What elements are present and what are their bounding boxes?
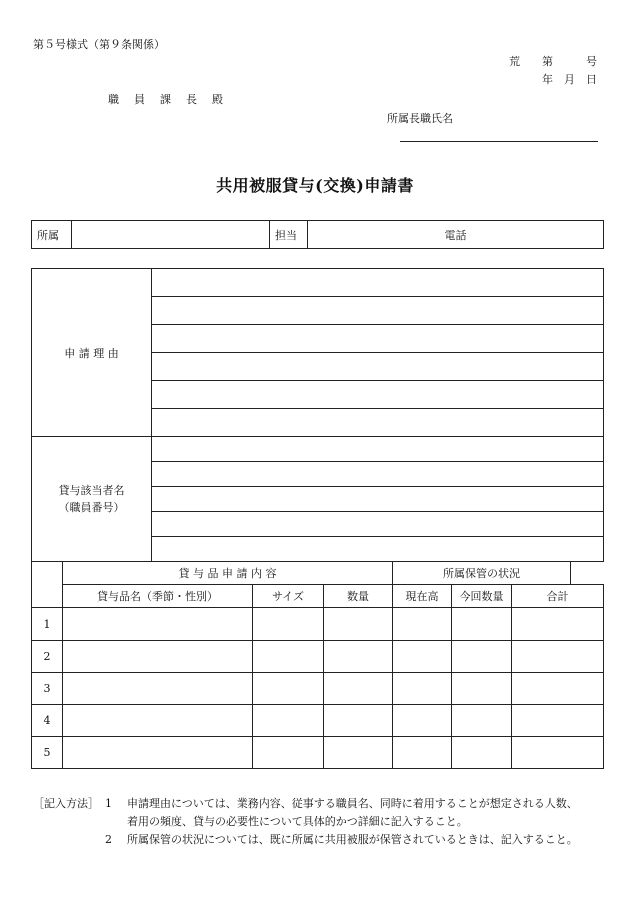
table-row [32, 641, 604, 673]
borrower-line[interactable] [152, 512, 604, 537]
item-name-cell[interactable] [63, 641, 253, 673]
instructions [33, 795, 578, 849]
borrower-line[interactable] [152, 487, 604, 512]
total-cell[interactable] [512, 608, 604, 641]
column-header: 数量 [324, 585, 393, 608]
dept-label: 所属 [32, 221, 72, 249]
borrower-line[interactable] [152, 437, 604, 462]
total-cell[interactable] [512, 737, 604, 769]
reason-line[interactable] [152, 381, 604, 409]
row-number-header [32, 562, 63, 608]
table-row [32, 737, 604, 769]
instructions-label: ［記入方法］ [33, 797, 99, 810]
total-cell[interactable] [512, 705, 604, 737]
current-stock-cell[interactable] [393, 608, 452, 641]
document-number: 荒 第 号 [509, 55, 597, 68]
column-header: 合計 [512, 585, 604, 608]
borrower-label-number: （職員番号） [58, 501, 125, 514]
note-text: 所属保管の状況については、既に所属に共用被服が保管されているときは、記入すること。 [127, 833, 578, 846]
quantity-cell[interactable] [324, 641, 393, 673]
current-stock-cell[interactable] [393, 737, 452, 769]
borrower-line[interactable] [152, 462, 604, 487]
borrower-line[interactable] [152, 537, 604, 562]
column-header: 今回数量 [452, 585, 512, 608]
row-number: 5 [32, 737, 63, 769]
this-time-cell[interactable] [452, 705, 512, 737]
phone-field[interactable] [308, 221, 604, 249]
note-text: 着用の頻度、貸与の必要性について具体的かつ詳細に記入すること。 [127, 815, 468, 828]
stock-group-header: 所属保管の状況 [393, 562, 571, 585]
current-stock-cell[interactable] [393, 705, 452, 737]
reason-line[interactable] [152, 269, 604, 297]
charge-label: 担当 [270, 221, 308, 249]
current-stock-cell[interactable] [393, 641, 452, 673]
column-header: 現在高 [393, 585, 452, 608]
phone-label: 電話 [444, 228, 467, 242]
signature-line[interactable] [400, 141, 598, 142]
addressee: 職 員 課 長 殿 [108, 93, 225, 106]
quantity-cell[interactable] [324, 608, 393, 641]
item-name-cell[interactable] [63, 737, 253, 769]
head-name-label: 所属長職氏名 [387, 112, 453, 125]
this-time-cell[interactable] [452, 608, 512, 641]
borrower-label [32, 437, 152, 562]
row-number: 1 [32, 608, 63, 641]
reason-line[interactable] [152, 353, 604, 381]
request-group-header: 貸 与 品 申 請 内 容 [63, 562, 393, 585]
item-name-cell[interactable] [63, 673, 253, 705]
table-row [32, 705, 604, 737]
column-header: サイズ [253, 585, 324, 608]
table-row [32, 608, 604, 641]
reason-line[interactable] [152, 297, 604, 325]
total-cell[interactable] [512, 641, 604, 673]
row-number: 2 [32, 641, 63, 673]
total-cell[interactable] [512, 673, 604, 705]
this-time-cell[interactable] [452, 641, 512, 673]
size-cell[interactable] [253, 737, 324, 769]
size-cell[interactable] [253, 608, 324, 641]
reason-label: 申 請 理 由 [32, 269, 152, 437]
note-number: 2 [105, 833, 112, 846]
note-text: 申請理由については、業務内容、従事する職員名、同時に着用することが想定される人数、 [127, 797, 578, 810]
size-cell[interactable] [253, 641, 324, 673]
quantity-cell[interactable] [324, 737, 393, 769]
dept-field[interactable] [72, 221, 270, 249]
current-stock-cell[interactable] [393, 673, 452, 705]
table-row [32, 673, 604, 705]
form-number: 第５号様式（第９条関係） [33, 38, 165, 51]
size-cell[interactable] [253, 705, 324, 737]
info-table [31, 220, 604, 249]
item-name-cell[interactable] [63, 705, 253, 737]
row-number: 4 [32, 705, 63, 737]
page-title: 共用被服貸与(交換)申請書 [216, 176, 414, 195]
document-date: 年 月 日 [542, 73, 597, 86]
main-table [31, 268, 604, 769]
item-name-cell[interactable] [63, 608, 253, 641]
reason-line[interactable] [152, 325, 604, 353]
this-time-cell[interactable] [452, 673, 512, 705]
quantity-cell[interactable] [324, 673, 393, 705]
size-cell[interactable] [253, 673, 324, 705]
column-header: 貸与品名（季節・性別） [63, 585, 253, 608]
row-number: 3 [32, 673, 63, 705]
reason-line[interactable] [152, 409, 604, 437]
borrower-label-name: 貸与該当者名 [58, 484, 125, 497]
this-time-cell[interactable] [452, 737, 512, 769]
quantity-cell[interactable] [324, 705, 393, 737]
note-number: 1 [105, 797, 112, 810]
